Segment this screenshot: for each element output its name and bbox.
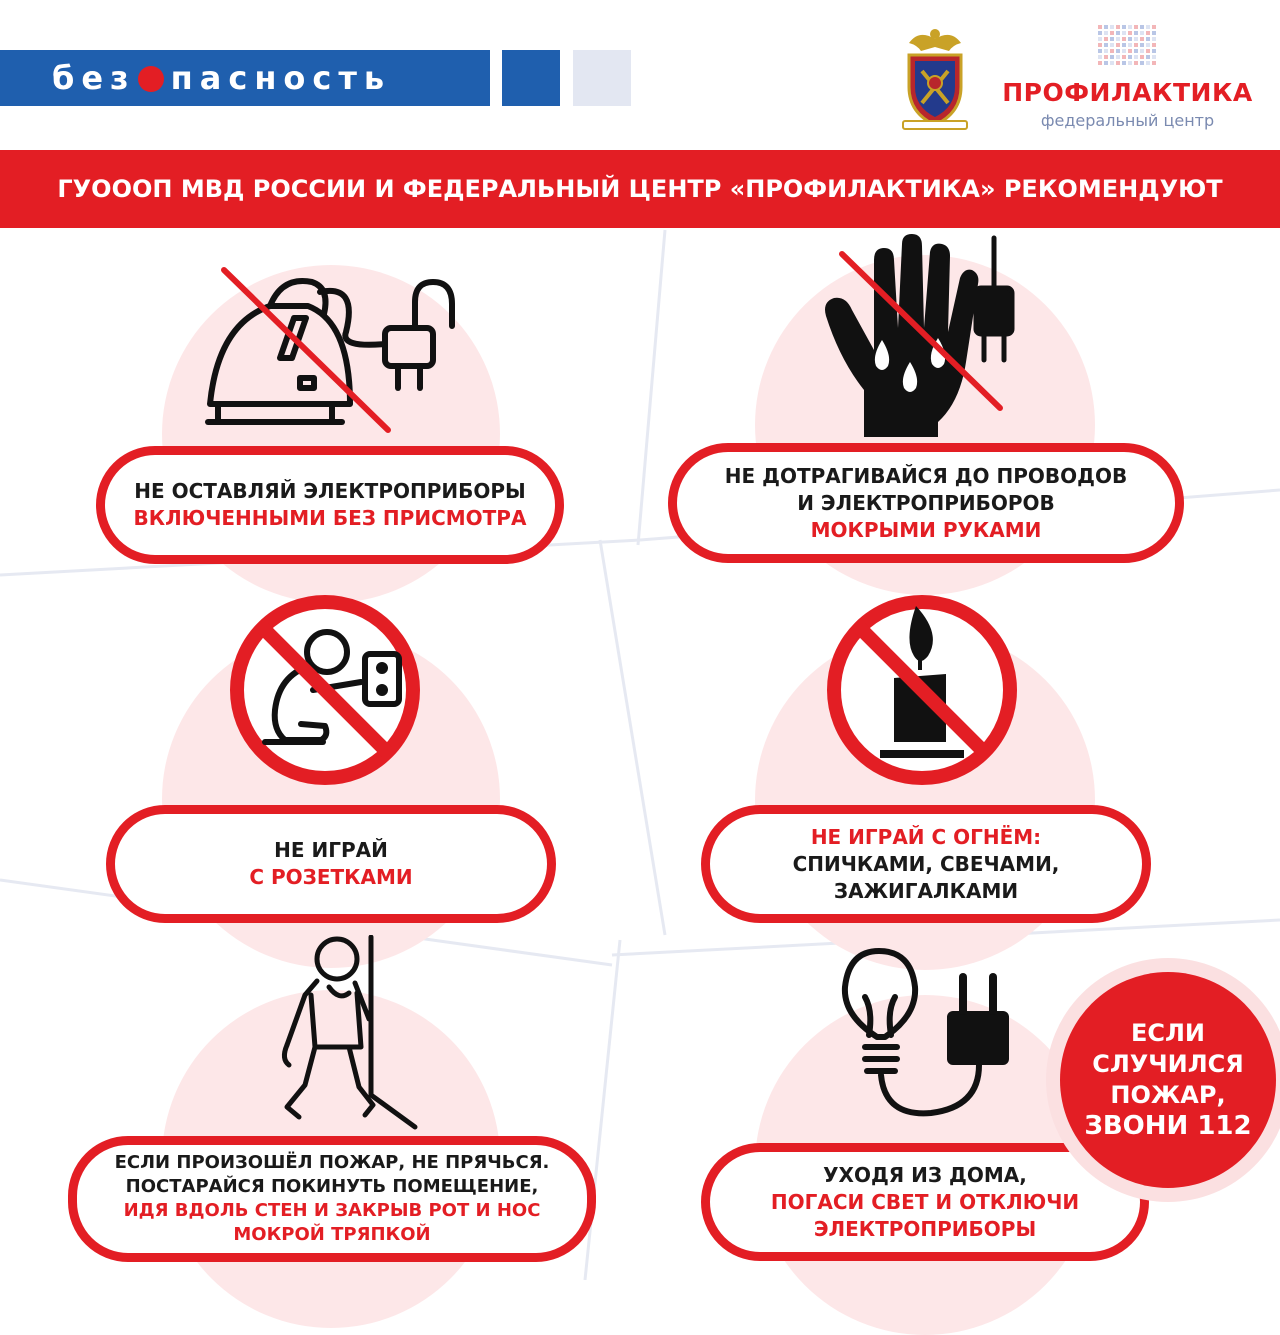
rule-2-accent: МОКРЫМИ РУКАМИ — [810, 517, 1042, 542]
logo-grid-cell — [1134, 43, 1138, 47]
logo-grid-cell — [1116, 25, 1120, 29]
logo-grid-cell — [1140, 37, 1144, 41]
rule-4-accent: НЕ ИГРАЙ С ОГНЁМ: — [810, 824, 1042, 849]
brand-after: пасность — [170, 59, 392, 97]
brand-before: без — [52, 59, 136, 97]
logo-grid-cell — [1140, 25, 1144, 29]
logo-grid-cell — [1104, 55, 1108, 59]
rule-5-line1: ЕСЛИ ПРОИЗОШЁЛ ПОЖАР, НЕ ПРЯЧЬСЯ. — [114, 1152, 550, 1173]
logo-grid-cell — [1128, 55, 1132, 59]
logo-grid-cell — [1122, 49, 1126, 53]
logo-grid-cell — [1116, 31, 1120, 35]
logo-grid-cell — [1140, 31, 1144, 35]
logo-grid-cell — [1134, 49, 1138, 53]
logo-grid-cell — [1152, 49, 1156, 53]
logo-grid-cell — [1134, 61, 1138, 65]
profilaktika-grid-icon — [1098, 25, 1160, 67]
logo-grid-cell — [1116, 55, 1120, 59]
rule-2-line1: НЕ ДОТРАГИВАЙСЯ ДО ПРОВОДОВ — [724, 463, 1128, 488]
rule-6-accent: ПОГАСИ СВЕТ И ОТКЛЮЧИ — [770, 1189, 1080, 1214]
logo-grid-cell — [1122, 25, 1126, 29]
logo-grid-cell — [1152, 31, 1156, 35]
rule-5-pill — [68, 1136, 596, 1262]
logo-grid-cell — [1152, 37, 1156, 41]
logo-grid-cell — [1116, 43, 1120, 47]
logo-grid-cell — [1098, 37, 1102, 41]
logo-grid-cell — [1134, 55, 1138, 59]
brand-square-blue — [502, 50, 560, 106]
logo-grid-cell — [1146, 49, 1150, 53]
kettle-icon — [200, 262, 465, 437]
logo-grid-cell — [1110, 49, 1114, 53]
rule-6-pill — [701, 1143, 1149, 1261]
rule-5-accent: ИДЯ ВДОЛЬ СТЕН И ЗАКРЫВ РОТ И НОС — [123, 1200, 541, 1221]
logo-grid-cell — [1128, 25, 1132, 29]
logo-grid-cell — [1140, 61, 1144, 65]
logo-grid-cell — [1146, 55, 1150, 59]
rule-3-line1: НЕ ИГРАЙ — [274, 838, 388, 862]
logo-grid-cell — [1104, 31, 1108, 35]
rule-5-accent2: МОКРОЙ ТРЯПКОЙ — [233, 1224, 431, 1245]
logo-grid-cell — [1128, 37, 1132, 41]
rule-6-line1: УХОДЯ ИЗ ДОМА, — [823, 1162, 1027, 1187]
logo-grid-cell — [1098, 61, 1102, 65]
logo-grid-cell — [1128, 31, 1132, 35]
logo-grid-cell — [1152, 61, 1156, 65]
wet-hand-icon — [820, 232, 1032, 440]
logo-grid-cell — [1122, 61, 1126, 65]
logo-grid-cell — [1110, 31, 1114, 35]
rule-1-line1: НЕ ОСТАВЛЯЙ ЭЛЕКТРОПРИБОРЫ — [134, 479, 526, 503]
logo-grid-cell — [1098, 25, 1102, 29]
brand-square-light — [573, 50, 631, 106]
logo-grid-cell — [1122, 43, 1126, 47]
banner-title: ГУОООП МВД РОССИИ И ФЕДЕРАЛЬНЫЙ ЦЕНТР «ПРОФИЛАКТИКА» РЕКОМЕНДУЮТ — [57, 175, 1223, 203]
logo-grid-cell — [1110, 61, 1114, 65]
logo-grid-cell — [1152, 25, 1156, 29]
logo-subtitle: федеральный центр — [1040, 111, 1215, 130]
rule-4-line2: ЗАЖИГАЛКАМИ — [833, 878, 1019, 903]
logo-grid-cell — [1110, 25, 1114, 29]
logo-grid-cell — [1134, 25, 1138, 29]
emergency-badge — [1060, 972, 1276, 1188]
emergency-line3: ПОЖАР, — [1110, 1081, 1226, 1109]
logo-grid-cell — [1098, 55, 1102, 59]
rule-4-line1: СПИЧКАМИ, СВЕЧАМИ, — [792, 851, 1060, 876]
logo-grid-cell — [1128, 49, 1132, 53]
logo-grid-cell — [1140, 49, 1144, 53]
logo-grid-cell — [1116, 61, 1120, 65]
logo-grid-cell — [1104, 37, 1108, 41]
rule-3-accent: С РОЗЕТКАМИ — [249, 865, 413, 889]
brand-wordmark — [52, 53, 391, 103]
rule-6-accent2: ЭЛЕКТРОПРИБОРЫ — [813, 1216, 1037, 1241]
brand-o-dot — [138, 66, 164, 92]
logo-grid-cell — [1134, 37, 1138, 41]
candle-icon — [822, 590, 1022, 790]
logo-grid-cell — [1104, 61, 1108, 65]
logo-grid-cell — [1140, 43, 1144, 47]
logo-grid-cell — [1098, 31, 1102, 35]
rule-3-pill — [106, 805, 556, 923]
logo-title: ПРОФИЛАКТИКА — [1002, 78, 1253, 107]
police-emblem-icon — [895, 25, 975, 133]
logo-grid-cell — [1146, 61, 1150, 65]
rule-5-line2: ПОСТАРАЙСЯ ПОКИНУТЬ ПОМЕЩЕНИЕ, — [125, 1176, 539, 1197]
logo-grid-cell — [1098, 49, 1102, 53]
rule-4-pill — [701, 805, 1151, 923]
logo-grid-cell — [1140, 55, 1144, 59]
bulb-plug-icon — [835, 945, 1025, 1125]
logo-grid-cell — [1104, 43, 1108, 47]
logo-grid-cell — [1146, 25, 1150, 29]
rule-1-pill — [96, 446, 564, 564]
logo-grid-cell — [1122, 31, 1126, 35]
emergency-line2: СЛУЧИЛСЯ — [1092, 1050, 1244, 1078]
child-socket-icon — [225, 590, 425, 790]
logo-grid-cell — [1152, 55, 1156, 59]
logo-grid-cell — [1116, 37, 1120, 41]
rule-2-pill — [668, 443, 1184, 563]
logo-grid-cell — [1146, 31, 1150, 35]
logo-grid-cell — [1110, 43, 1114, 47]
logo-grid-cell — [1098, 43, 1102, 47]
rule-1-accent: ВКЛЮЧЕННЫМИ БЕЗ ПРИСМОТРА — [133, 506, 527, 530]
logo-grid-cell — [1104, 49, 1108, 53]
logo-grid-cell — [1128, 61, 1132, 65]
person-wall-icon — [265, 935, 425, 1130]
logo-grid-cell — [1134, 31, 1138, 35]
logo-grid-cell — [1110, 55, 1114, 59]
logo-grid-cell — [1116, 49, 1120, 53]
logo-grid-cell — [1128, 43, 1132, 47]
logo-grid-cell — [1146, 37, 1150, 41]
logo-grid-cell — [1122, 37, 1126, 41]
emergency-call-112: ЗВОНИ 112 — [1084, 1111, 1252, 1141]
logo-grid-cell — [1122, 55, 1126, 59]
logo-grid-cell — [1110, 37, 1114, 41]
logo-grid-cell — [1104, 25, 1108, 29]
rule-2-line2: И ЭЛЕКТРОПРИБОРОВ — [797, 490, 1055, 515]
emergency-line1: ЕСЛИ — [1130, 1019, 1206, 1047]
logo-grid-cell — [1152, 43, 1156, 47]
logo-grid-cell — [1146, 43, 1150, 47]
